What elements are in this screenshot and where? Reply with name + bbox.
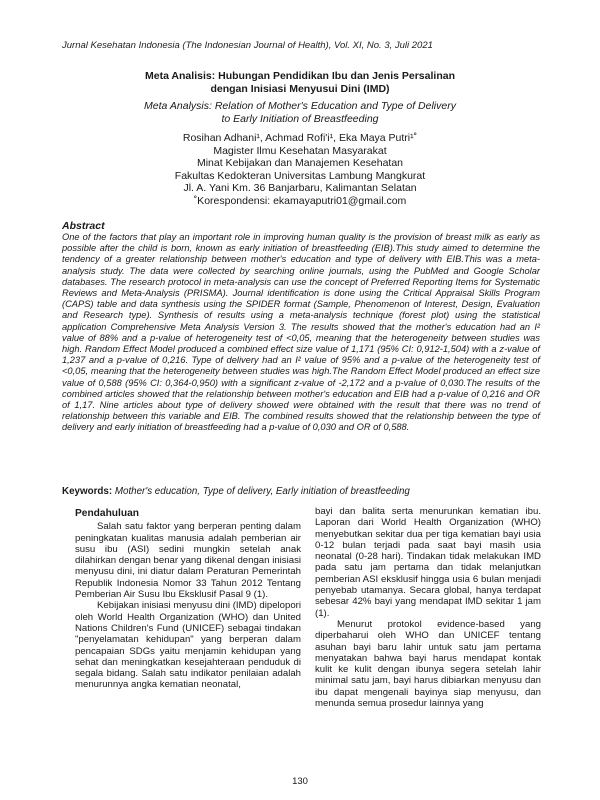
article-title-line-1: Meta Analisis: Hubungan Pendidikan Ibu dan Jenis Persalinan [144, 70, 455, 82]
body-column-left [75, 508, 301, 691]
article-subtitle-line-1: Meta Analysis: Relation of Mother's Education and Type of Delivery [144, 100, 456, 112]
correspondence-email: ˚Korespondensi: ekamayaputri01@gmail.com [193, 194, 407, 207]
section-heading-pendahuluan: Pendahuluan [75, 508, 139, 519]
affiliation-interest: Minat Kebijakan dan Manajemen Kesehatan [196, 157, 404, 170]
author-names: Rosihan Adhani¹, Achmad Rofi'i¹, Eka Maya Putri¹˚ [182, 132, 418, 144]
article-title [60, 70, 540, 96]
abstract-heading: Abstract [62, 220, 105, 232]
abstract-section [62, 220, 540, 434]
author-block [60, 132, 540, 208]
article-subtitle-english [60, 100, 540, 126]
body-paragraph: Menurut protokol evidence-based yang diperbaharui oleh WHO dan UNICEF tentang asuhan bayi baru lahir untuk satu jam pertama menyatakan bahwa bayi harus mendapat kontak kulit ke kulit dengan ibunya segera setelah lahir minimal satu jam, bayi harus dibiarkan menyusu dan ibu dapat mengenali bayinya siap menyusu, dan menunda semua prosedur lainnya yang [315, 618, 541, 710]
body-paragraph: Salah satu faktor yang berperan penting dalam peningkatan kualitas manusia adalah pemberian air susu ibu (ASI) sedini mungkin setelah anak dilahirkan dengan benar yang dikenal dengan inisiasi menyusu dini, ini diatur dalam Peraturan Pemerintah Republik Indonesia Nomor 33 Tahun 2012 Tentang Pemberian Air Susu Ibu Eksklusif Pasal 9 (1). [75, 521, 301, 601]
journal-running-header: Jurnal Kesehatan Indonesia (The Indonesian Journal of Health), Vol. XI, No. 3, Juli 2021 [62, 40, 433, 51]
body-paragraph: Kebijakan inisiasi menyusu dini (IMD) dipelopori oleh World Health Organization (WHO) dan United Nations Children's Fund (UNICEF) sebagai tindakan "penyelamatan kehidupan" yang berperan dalam pencapaian SDGs yaitu menjamin kehidupan yang sehat dan meningkatkan kesejahteraan penduduk di segala bidang. Salah satu indikator penilaian adalah menurunnya angka kematian neonatal, [75, 600, 301, 691]
body-paragraph: bayi dan balita serta menurunkan kematian ibu. Laporan dari World Health Organization (WHO) menyebutkan sekitar dua per tiga kematian bayi usia 0-12 bulan terjadi pada saat bayi masih usia neonatal (0-28 hari). Tindakan tidak melakukan IMD pada satu jam pertama dan tidak melanjutkan pemberian ASI eksklusif hingga usia 6 bulan menjadi penyebab utamanya. Secara global, hanya terdapat sebesar 42% bayi yang mendapat IMD sekitar 1 jam (1). [315, 506, 541, 619]
keywords-value: Mother's education, Type of delivery, Early initiation of breastfeeding [114, 486, 410, 497]
keywords-label: Keywords: [62, 486, 113, 497]
affiliation-address: Jl. A. Yani Km. 36 Banjarbaru, Kalimantan Selatan [183, 182, 417, 195]
keywords-line [62, 486, 540, 498]
affiliation-program: Magister Ilmu Kesehatan Masyarakat [213, 144, 387, 157]
page-number: 130 [292, 776, 308, 787]
article-title-line-2: dengan Inisiasi Menyusui Dini (IMD) [210, 83, 390, 95]
abstract-body: One of the factors that play an important role in improving human quality is the provision of breast milk as early as possible after the child is born, known as early initiation of breastfeeding (EIB).This study aimed to determine the tendency of a greater relationship between mother's education and type of delivery with EIB.This was a meta-analysis study. The data were collected by searching online journals, using the PubMed and Google Scholar databases. The research protocol in meta-analysis can use the concept of Preferred Reporting Items for Systematic Reviews and Meta-Analysis (PRISMA). Journal identification is done using the Critical Appraisal Skills Program (CAPS) table and data synthesis using the SPIDER format (Sample, Phenomenon of Interest, Design, Evaluation and Research type). Synthesis of results using a meta-analysis technique (forest plot) using the statistical application Comprehensive Meta Analysis Version 3. The results showed that the mother's education had an I² value of 88% and a p-value of heterogeneity test of <0,05, meaning that the heterogeneity between studies was high. Random Effect Model produced a combined effect size value of 1,171 (95% CI: 0,912-1,504) with a z-value of 1,237 and a p-value of 0,216. Type of delivery had an I² value of 95% and a p-value of the heterogeneity test of <0,05, meaning that the heterogeneity between studies was high.The Random Effect Model produced an effect size value of 0,588 (95% CI: 0,364-0,950) with a significant z-value of -2,172 and a p-value of 0,030.The results of the combined articles showed that the relationship between mother's education and EIB had a p-value of 0,216 and OR of 1,17. Nine articles about type of delivery showed were obtained with the result that there was no trend of relationship between this variable and EIB. The combined results showed that the relationship between the type of delivery and early initiation of breastfeeding had a p-value of 0,030 and OR of 0,588. [62, 232, 540, 433]
body-column-right [315, 506, 541, 709]
affiliation-faculty: Fakultas Kedokteran Universitas Lambung Mangkurat [174, 169, 426, 182]
article-subtitle-line-2: to Early Initiation of Breastfeeding [221, 113, 379, 125]
